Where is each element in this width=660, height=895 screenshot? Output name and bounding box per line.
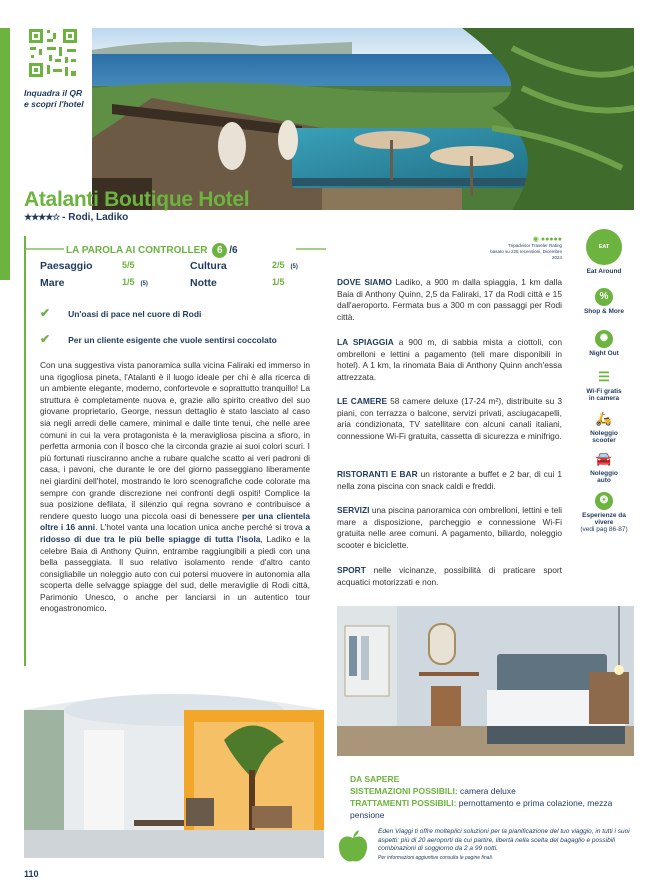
feature-eat-around: Eat Around (586, 268, 622, 275)
feature-car: 🚘 Noleggio auto (590, 451, 618, 484)
section-camere: LE CAMERE 58 camere deluxe (17-24 m²), distribuite su 3 piani, con terrazza o balcone, servizi privati, asciugacapelli, aria condizionata, TV satellitare con alcuni canali italiani, connessione Wi-Fi gratuita, cassetta di sicurezza e minifrigo. (337, 396, 562, 441)
hotel-subtitle (24, 212, 128, 223)
star-rating: ★★★★☆ (24, 212, 60, 222)
check-icon: ✔ (40, 306, 51, 320)
rating-notte (190, 277, 285, 289)
rating-value: 1 (122, 277, 128, 287)
section-servizi: SERVIZI una piscina panoramica con ombrelloni, lettini e teli mare a disposizione, parcheggio e connessione Wi-Fi gratuita nelle aree comuni. A pagamento, biliardo, noleggio scooter e biciclette. (337, 505, 562, 550)
rating-mare (40, 277, 148, 289)
esperienze-ref: (vedi pag 86-87) (580, 526, 628, 533)
pro-item: ✔ Per un cliente esigente che vuole sentirsi coccolato (40, 332, 277, 346)
hotel-location: - Rodi, Ladiko (62, 212, 129, 223)
rating-label: Mare (40, 277, 65, 289)
rating-max: /5 (277, 260, 285, 270)
apple-logo-icon (336, 828, 370, 864)
feature-scooter: 🛵 Noleggio scooter (590, 411, 618, 444)
section-sport: SPORT nelle vicinanze, possibilità di praticare sport acquatici motorizzati e non. (337, 565, 562, 587)
scooter-icon: 🛵 (595, 411, 613, 426)
rating-value: 1 (272, 277, 278, 287)
room-photo (337, 606, 634, 756)
trattamenti-line: TRATTAMENTI POSSIBILI: pernottamento e prima colazione, mezza pensione (350, 798, 613, 820)
eden-note: Eden Viaggi ti offre molteplici soluzioni per la pianificazione del tuo viaggio, in tutti i suoi aspetti: più di 20 aeroporti da cui partire, libertà nella scelta del bagaglio e possibili combinazioni di soggiorno da 2 a 99 notti. Per informazioni aggiuntive consulta le pagine finali. (378, 828, 630, 861)
rating-value: 5 (122, 260, 128, 270)
rating-value: 2 (272, 260, 278, 270)
section-ristoranti: RISTORANTI E BAR un ristorante a buffet e 2 bar, di cui 1 nella zona piscina con snack caldi e freddi. (337, 469, 562, 491)
wifi-icon: ☰ (598, 369, 610, 384)
feature-shop: % Shop & More (572, 288, 636, 315)
ratings-grid (40, 260, 310, 290)
qr-caption: Inquadra il QR e scopri l'hotel (24, 88, 84, 109)
pro-item: ✔ Un'oasi di pace nel cuore di Rodi (40, 306, 202, 320)
rating-paesaggio (40, 260, 135, 272)
lobby-photo (24, 670, 324, 858)
qr-code[interactable] (27, 27, 79, 79)
hotel-description: Con una suggestiva vista panoramica sulla vicina Faliraki ed immerso in una rigogliosa pineta, l'Atalanti è il luogo ideale per chi è alla ricerca di un ambiente elegante, moderno, confortevole e soprattutto tranquillo! La struttura è completamente nuova e, grazie allo spirito creativo del suo giovane proprietario, George, nessun dettaglio è stato lasciato al caso sia negli arredi delle camere, minimal e dalle tinte tenui, che nelle aree comuni in cui la vera protagonista è la meravigliosa piscina a sfioro, in perfetta armonia con il bosco che la circonda grazie ai suoi colori scuri. I più fortunati riusciranno anche a rubare qualche scatto ai veri padroni di casa, i pavoni, che durante le ore del giorno passeggiano liberamente nei giardini dell'hotel, mostrando le loro scenografiche code colorate ma sempre con grande discrezione nei confronti degli ospiti! Complice la sua posizione defilata, il silenzio qui regna sovrano e contribuisce a rendere questo luogo una piccola oasi di benessere per una clientela oltre i 16 anni. L'hotel vanta una location unica anche perché si trova a ridosso di due tra le più belle spiagge di tutta l'isola, Ladiko e la celebre Baia di Anthony Quinn, entrambe raggiungibili a piedi con una bella passeggiata. Il suo relativo isolamento rende d'altro canto consigliabile un noleggio auto con cui potersi muovere in autonomia alla scoperta delle selvagge spiagge del sud, delle meraviglie di Rodi città, Parimonio Unesco, o anche per lanciarsi in un autentico tour enogastronomico. (40, 360, 311, 614)
rating-label: Notte (190, 277, 217, 289)
rating-label: Cultura (190, 260, 227, 272)
controller-score-max: /6 (229, 245, 238, 256)
rating-note: (5) (140, 281, 148, 287)
car-icon: 🚘 (595, 451, 613, 466)
controller-heading (66, 243, 238, 258)
feature-wifi: ☰ Wi-Fi gratis in camera (586, 369, 622, 402)
page-number: 110 (24, 869, 39, 879)
disco-ball-icon: ✺ (595, 330, 613, 348)
experience-icon: ❂ (595, 492, 613, 510)
section-dove-siamo: DOVE SIAMO Ladiko, a 900 m dalla spiaggia, 1 km dalla Baia di Anthony Quinn, 2,5 da Faliraki, 17 da Rodi città e 15 dall'aeroporto. Fermata bus a 300 m con passaggi per Rodi città. (337, 277, 563, 322)
rating-max: /5 (127, 260, 135, 270)
controller-score: 6 (212, 243, 227, 258)
green-side-bar (0, 28, 10, 280)
sistemazioni-line: SISTEMAZIONI POSSIBILI: camera deluxe (350, 786, 516, 796)
tripadvisor-rating: ◉ ●●●●● Tripadvisor Traveler Rating basato su 225 recensioni, Dicembre 2024 (490, 236, 562, 260)
tripadvisor-bubbles-icon: ◉ ●●●●● (532, 236, 562, 243)
section-spiaggia: LA SPIAGGIA a 900 m, di sabbia mista a ciottoli, con ombrelloni e lettini a pagamento (teli mare disponibili in hotel). A 1 km, la rinomata Baia di Anthony Quinn anch'essa attrezzata. (337, 337, 562, 382)
check-icon: ✔ (40, 332, 51, 346)
hotel-name: Atalanti Boutique Hotel (24, 188, 250, 211)
shopping-bag-icon: % (595, 288, 613, 306)
rating-max: /5 (277, 277, 285, 287)
hero-photo-pool (92, 28, 634, 210)
da-sapere-title: DA SAPERE (350, 774, 400, 784)
rating-cultura (190, 260, 298, 272)
controller-heading-label: LA PAROLA AI CONTROLLER (66, 245, 208, 256)
feature-esperienze: ❂ Esperienze da vivere (vedi pag 86-87) (572, 492, 636, 533)
features-column (572, 230, 636, 550)
rating-note: (5) (290, 264, 298, 270)
eat-around-badge: EAT AROUND (586, 229, 622, 265)
da-sapere (350, 773, 634, 821)
feature-night-out: ✺ Night Out (572, 330, 636, 357)
rating-max: /5 (127, 277, 135, 287)
rating-label: Paesaggio (40, 260, 93, 272)
